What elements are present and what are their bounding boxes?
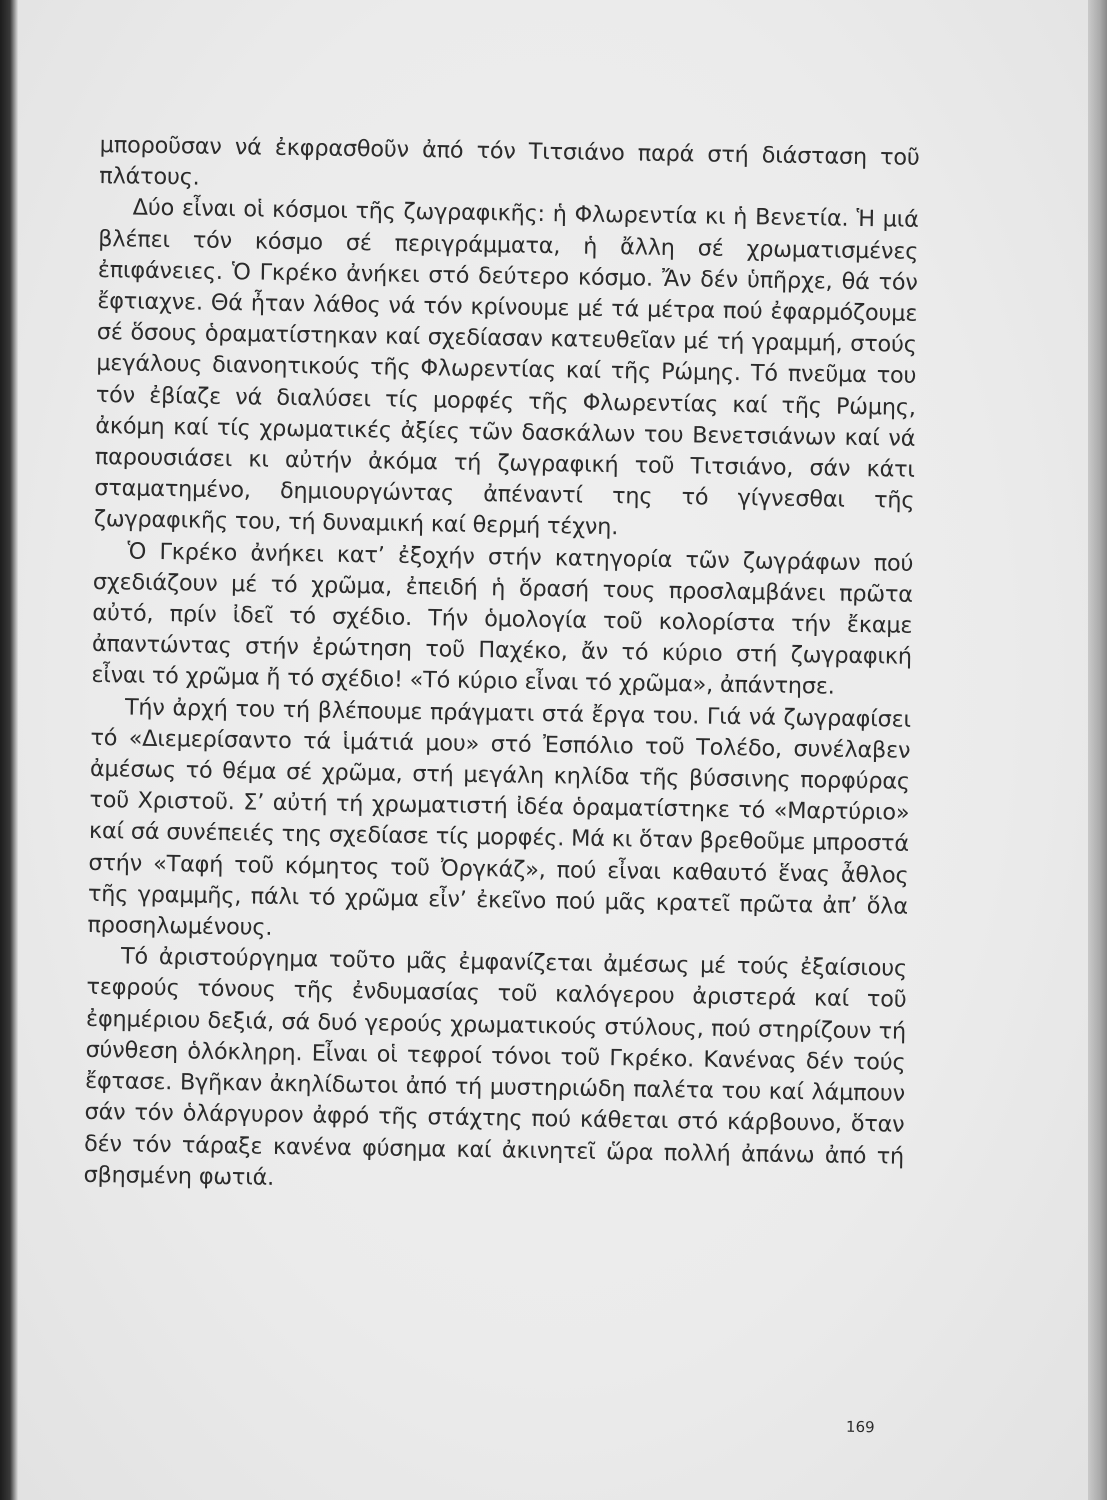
body-text [83, 130, 920, 1204]
page-number: 169 [845, 1417, 875, 1437]
paragraph-4: Τήν ἀρχή του τή βλέπουμε πράγματι στά ἔργα του. Γιά νά ζωγραφίσει τό «Διεμερίσαντο τά ἱμάτιά μου» στό Ἐσπόλιο τοῦ Τολέδο, συνέλαβεν ἀμέσως τό θέμα σέ χρῶμα, στή μεγάλη κηλίδα τῆς βύσσινης πορφύρας τοῦ Χριστοῦ. Σ’ αὐτή τή χρωματιστή ἰδέα ὁραματίστηκε τό «Μαρτύριο» καί σά συνέπειές της σχεδίασε τίς μορφές. Μά κι ὅταν βρεθοῦμε μπροστά στήν «Ταφή τοῦ κόμητος τοῦ Ὀργκάζ», πού εἶναι καθαυτό ἕνας ἆθλος τῆς γραμμῆς, πάλι τό χρῶμα εἶν’ ἐκεῖνο πού μᾶς κρατεῖ πρῶτα ἀπ’ ὅλα προσηλωμένους. [87, 694, 912, 941]
paragraph-2: Δύο εἶναι οἱ κόσμοι τῆς ζωγραφικῆς: ἡ Φλωρεντία κι ἡ Βενετία. Ἡ μιά βλέπει τόν κόσμο σέ περιγράμματα, ἡ ἄλλη σέ χρωματισμένες ἐπιφάνειες. Ὁ Γκρέκο ἀνήκει στό δεύτερο κόσμο. Ἄν δέν ὑπῆρχε, θά τόν ἔφτιαχνε. Θά ἦταν λάθος νά τόν κρίνουμε μέ τά μέτρα πού ἐφαρμόζουμε σέ ὅσους ὁραματίστηκαν καί σχεδίασαν κατευθεῖαν μέ τή γραμμή, στούς μεγάλους διανοητικούς τῆς Φλωρεντίας καί τῆς Ρώμης. Τό πνεῦμα του τόν ἐβίαζε νά διαλύσει τίς μορφές τῆς Φλωρεντίας καί τῆς Ρώμης, ἀκόμη καί τίς χρωματικές ἀξίες τῶν δασκάλων του Βενετσιάνων καί νά παρουσιάσει κι αὐτήν ἀκόμα τή ζωγραφική τοῦ Τιτσιάνο, σάν κάτι σταματημένο, δημιουργώντας ἀπέναντί της τό γίγνεσθαι τῆς ζωγραφικῆς του, τή δυναμική καί θερμή τέχνη. [93, 194, 919, 541]
paragraph-3: Ὁ Γκρέκο ἀνήκει κατ’ ἐξοχήν στήν κατηγορία τῶν ζωγράφων πού σχεδιάζουν μέ τό χρῶμα, ἐπειδή ἡ ὅρασή τους προσλαμβάνει πρῶτα αὐτό, πρίν ἰδεῖ τό σχέδιο. Τήν ὁμολογία τοῦ κολορίστα τήν ἔκαμε ἀπαντώντας στήν ἐρώτηση τοῦ Παχέκο, ἄν τό κύριο στή ζωγραφική εἶναι τό χρῶμα ἤ τό σχέδιο! «Τό κύριο εἶναι τό χρῶμα», ἀπάντησε. [91, 538, 914, 701]
paragraph-5: Τό ἀριστούργημα τοῦτο μᾶς ἐμφανίζεται ἀμέσως μέ τούς ἐξαίσιους τεφρούς τόνους τῆς ἐνδυμασίας τοῦ καλόγερου ἀριστερά καί τοῦ ἐφημέριου δεξιά, σά δυό γερούς χρωματικούς στύλους, πού στηρίζουν τή σύνθεση ὁλόκληρη. Εἶναι οἱ τεφροί τόνοι τοῦ Γκρέκο. Κανένας δέν τούς ἔφτασε. Βγῆκαν ἀκηλίδωτοι ἀπό τή μυστηριώδη παλέτα του καί λάμπουν σάν τόν ὁλάργυρον ἀφρό τῆς στάχτης πού κάθεται στό κάρβουνο, ὅταν δέν τόν τάραξε κανένα φύσημα καί ἀκινητεῖ ὥρα πολλή ἀπάνω ἀπό τή σβησμένη φωτιά. [83, 943, 908, 1191]
paragraph-1: μποροῦσαν νά ἐκφρασθοῦν ἀπό τόν Τιτσιάνο παρά στή διάσταση τοῦ πλάτους. [99, 131, 920, 191]
book-page [18, 0, 1088, 1500]
